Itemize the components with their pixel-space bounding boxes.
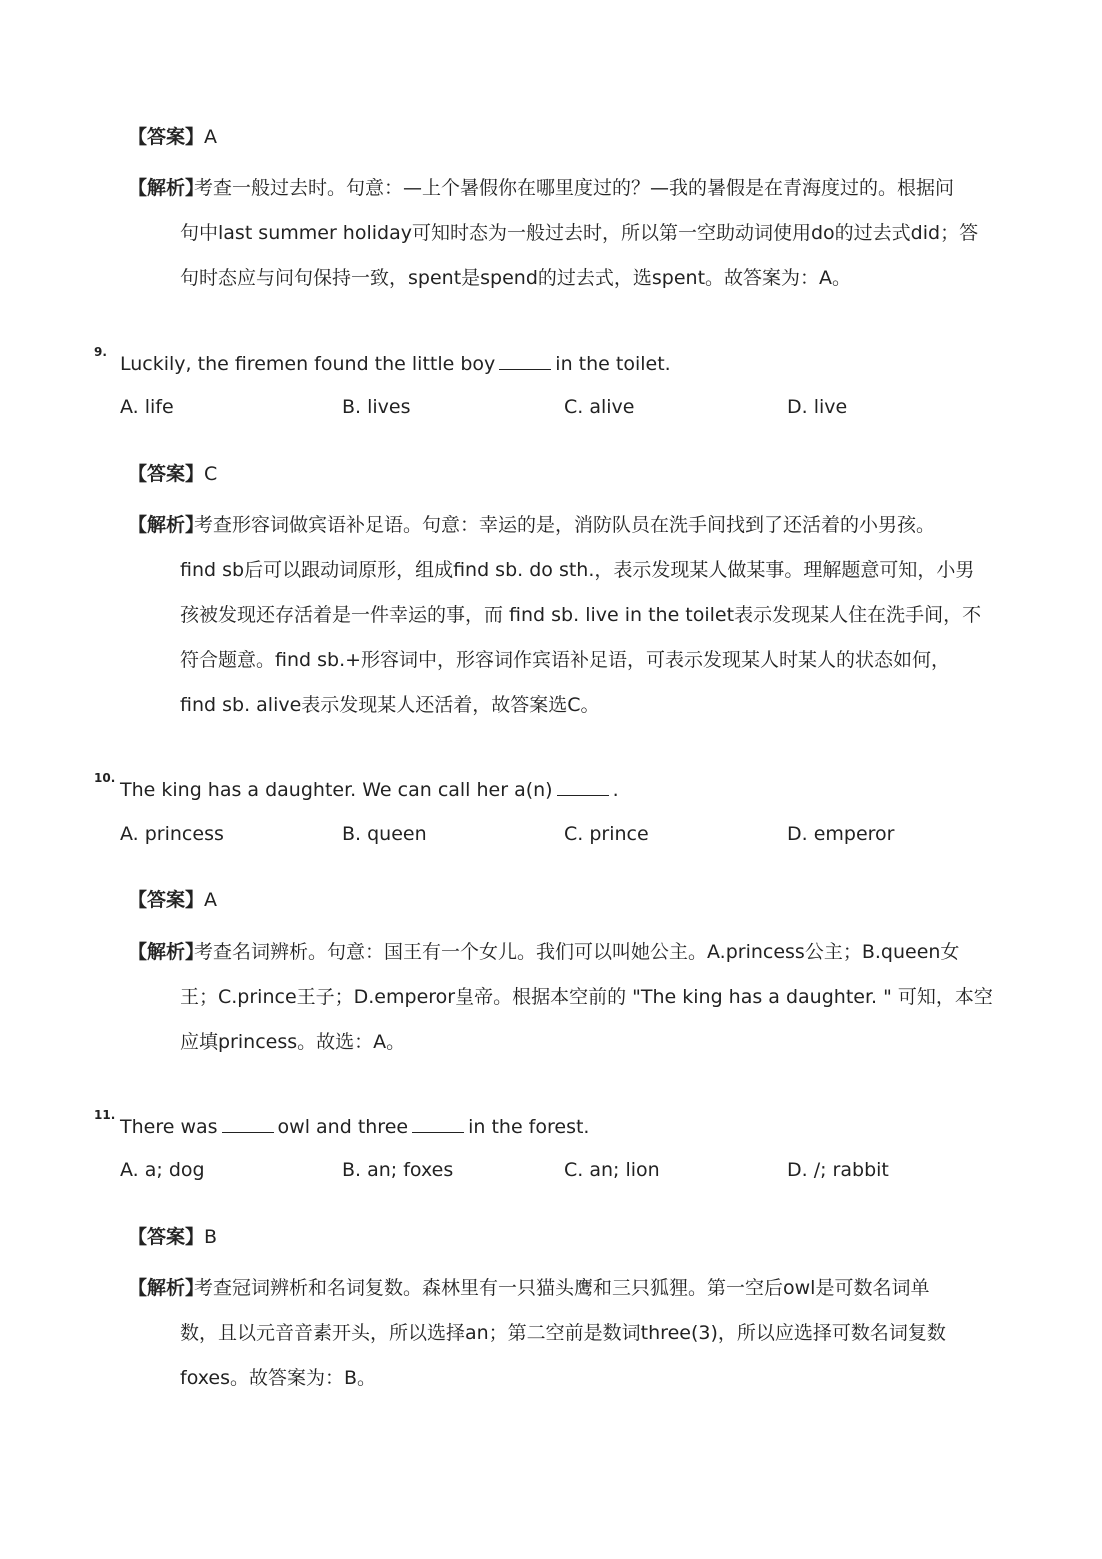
explanation-line: 句中last summer holiday可知时态为一般过去时，所以第一空助动词使用do的过去式did；答 (180, 222, 979, 244)
explanation-line: 王；C.prince王子；D.emperor皇帝。根据本空前的 "The king has a daughter. " 可知，本空 (180, 986, 993, 1008)
stem-text: in the forest. (468, 1116, 590, 1138)
option-a: A. princess (120, 823, 224, 845)
option-a: A. life (120, 396, 174, 418)
explanation-line: 应填princess。故选：A。 (180, 1031, 406, 1053)
question-number: 9. (94, 345, 107, 359)
answer-blank (499, 351, 551, 370)
explanation-tag: 【解析】 (128, 514, 205, 536)
q11-explanation (128, 1266, 1000, 1401)
explanation-line: 数，且以元音音素开头，所以选择an；第二空前是数词three(3)，所以应选择可数名词复数 (180, 1322, 946, 1344)
option-a: A. a; dog (120, 1159, 205, 1181)
answer-blank (412, 1114, 464, 1133)
explanation-line: 考查形容词做宾语补足语。句意：幸运的是，消防队员在洗手间找到了还活着的小男孩。 (194, 514, 936, 536)
answer-tag: 【答案】 (128, 126, 205, 148)
q8-answer (128, 122, 217, 149)
explanation-line: 句时态应与问句保持一致，spent是spend的过去式，选spent。故答案为：A。 (180, 267, 852, 289)
answer-value: A (204, 889, 218, 911)
q8-explanation (128, 166, 1000, 301)
option-c: C. alive (564, 396, 635, 418)
option-c: C. an; lion (564, 1159, 660, 1181)
q10-answer (128, 885, 217, 912)
q11-answer (128, 1222, 217, 1249)
stem-text: in the toilet. (555, 353, 671, 375)
explanation-line: 考查一般过去时。句意：—上个暑假你在哪里度过的？—我的暑假是在青海度过的。根据问 (194, 177, 955, 199)
answer-value: C (204, 463, 218, 485)
question-number: 10. (94, 771, 116, 785)
q11-stem (94, 1108, 590, 1138)
stem-text: owl and three (277, 1116, 409, 1138)
stem-text: The king has a daughter. We can call her a(n) (120, 779, 553, 801)
option-d: D. live (787, 396, 848, 418)
stem-text: . (612, 779, 619, 801)
option-b: B. an; foxes (342, 1159, 454, 1181)
explanation-tag: 【解析】 (128, 177, 205, 199)
option-b: B. queen (342, 823, 427, 845)
option-d: D. /; rabbit (787, 1159, 889, 1181)
explanation-line: find sb. alive表示发现某人还活着，故答案选C。 (180, 694, 600, 716)
explanation-line: 考查冠词辨析和名词复数。森林里有一只猫头鹰和三只狐狸。第一空后owl是可数名词单 (194, 1277, 930, 1299)
stem-text: Luckily, the firemen found the little boy (120, 353, 496, 375)
answer-value: A (204, 126, 218, 148)
explanation-line: 孩被发现还存活着是一件幸运的事，而 find sb. live in the toilet表示发现某人住在洗手间，不 (180, 604, 982, 626)
q9-answer (128, 459, 217, 486)
answer-blank (557, 777, 609, 796)
explanation-line: foxes。故答案为：B。 (180, 1367, 377, 1389)
option-d: D. emperor (787, 823, 895, 845)
explanation-line: 符合题意。find sb.+形容词中，形容词作宾语补足语，可表示发现某人时某人的状态如何， (180, 649, 951, 671)
q10-stem (94, 771, 619, 801)
stem-text: There was (120, 1116, 218, 1138)
explanation-line: 考查名词辨析。句意：国王有一个女儿。我们可以叫她公主。A.princess公主；B.queen女 (194, 941, 960, 963)
question-number: 11. (94, 1108, 116, 1122)
option-c: C. prince (564, 823, 649, 845)
explanation-line: find sb后可以跟动词原形，组成find sb. do sth.，表示发现某人做某事。理解题意可知，小男 (180, 559, 975, 581)
answer-tag: 【答案】 (128, 1226, 205, 1248)
explanation-tag: 【解析】 (128, 941, 205, 963)
answer-tag: 【答案】 (128, 889, 205, 911)
answer-tag: 【答案】 (128, 463, 205, 485)
q9-stem (94, 345, 671, 375)
q10-explanation (128, 930, 1000, 1065)
q9-explanation (128, 503, 1000, 728)
answer-blank (222, 1114, 274, 1133)
explanation-tag: 【解析】 (128, 1277, 205, 1299)
option-b: B. lives (342, 396, 411, 418)
answer-value: B (204, 1226, 218, 1248)
